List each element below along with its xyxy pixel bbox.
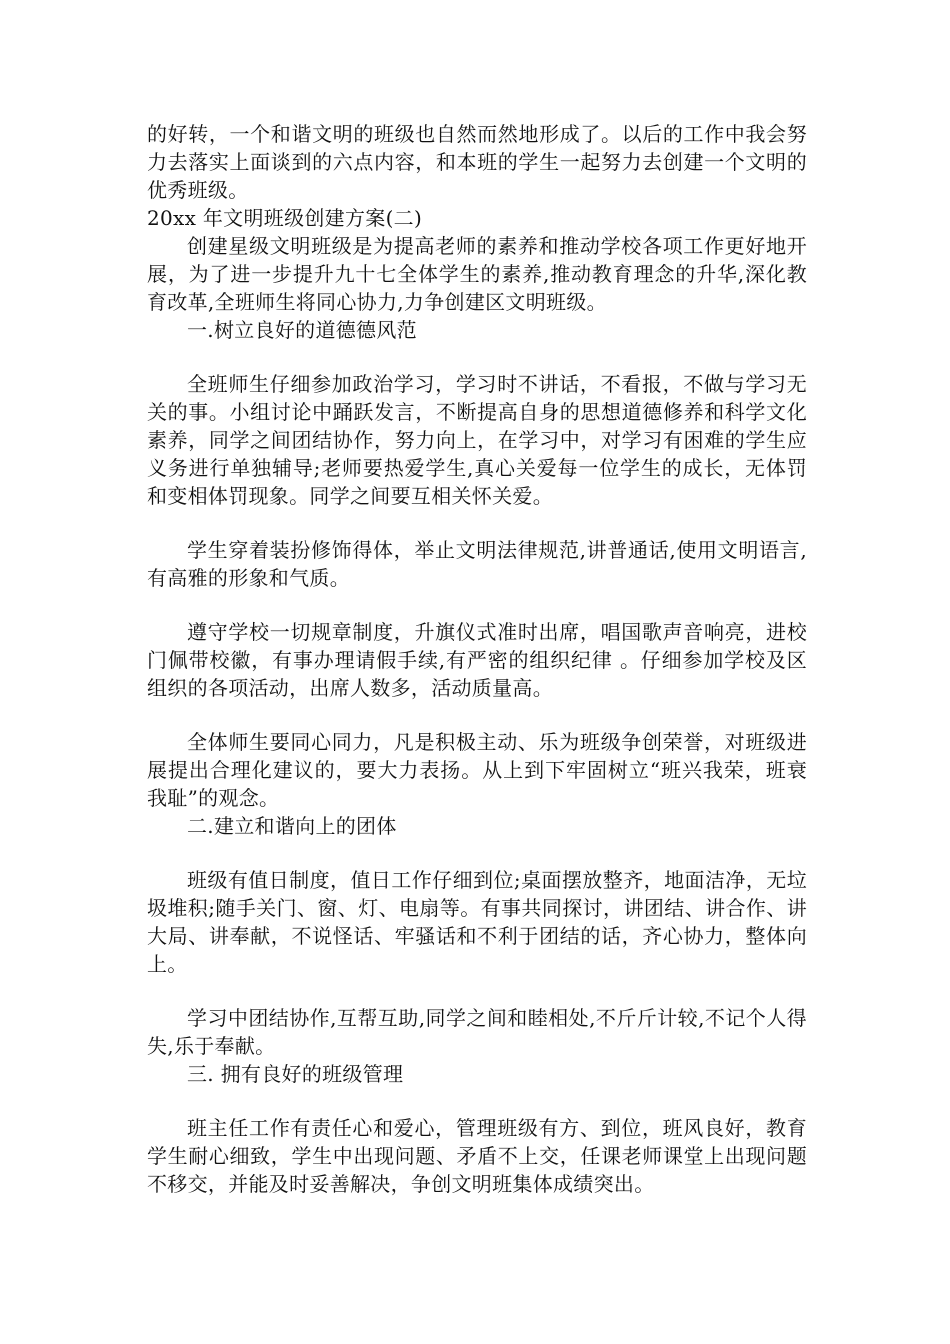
- heading-1: 一.树立良好的道德德风范: [187, 318, 417, 342]
- paragraph-3-1: 班主任工作有责任心和爱心，管理班级有方、到位，班风良好，教育学生耐心细致，学生中出现问题、矛盾不上交，任课老师课堂上出现问题不移交，并能及时妥善解决，争创文明班集体成绩突出。: [147, 1116, 807, 1196]
- paragraph-1-1: 全班师生仔细参加政治学习，学习时不讲话，不看报，不做与学习无关的事。小组讨论中踊跃发言，不断提高自身的思想道德修养和科学文化素养，同学之间团结协作，努力向上，在学习中，对学习有困难的学生应义务进行单独辅导;老师要热爱学生,真心关爱每一位学生的成长，无体罚和变相体罚现象。同学之间要互相关怀关爱。: [147, 372, 807, 508]
- intro-paragraph: 的好转，一个和谐文明的班级也自然而然地形成了。以后的工作中我会努力去落实上面谈到的六点内容，和本班的学生一起努力去创建一个文明的优秀班级。: [147, 122, 807, 202]
- heading-3: 三. 拥有良好的班级管理: [187, 1062, 404, 1086]
- paragraph-2-1: 班级有值日制度，值日工作仔细到位;桌面摆放整齐，地面洁净，无垃圾堆积;随手关门、窗、灯、电扇等。有事共同探讨，讲团结、讲合作、讲大局、讲奉献，不说怪话、牢骚话和不利于团结的话，齐心协力，整体向上。: [147, 868, 807, 976]
- paragraph-1-2: 学生穿着装扮修饰得体，举止文明法律规范,讲普通话,使用文明语言,有高雅的形象和气质。: [147, 538, 807, 590]
- paragraph-2-2: 学习中团结协作,互帮互助,同学之间和睦相处,不斤斤计较,不记个人得失,乐于奉献。: [147, 1006, 807, 1058]
- document-body: [147, 120, 807, 1198]
- paragraph-1-4: 全体师生要同心同力，凡是积极主动、乐为班级争创荣誉，对班级进展提出合理化建议的，要大力表扬。从上到下牢固树立“班兴我荣，班衰我耻”的观念。: [147, 730, 807, 810]
- section-title: 20xx 年文明班级创建方案(二): [147, 206, 423, 230]
- heading-2: 二.建立和谐向上的团体: [187, 814, 397, 838]
- lead-paragraph: 创建星级文明班级是为提高老师的素养和推动学校各项工作更好地开展，为了进一步提升九十七全体学生的素养,推动教育理念的升华,深化教育改革,全班师生将同心协力,力争创建区文明班级。: [147, 234, 807, 314]
- paragraph-1-3: 遵守学校一切规章制度，升旗仪式准时出席，唱国歌声音响亮，进校门佩带校徽，有事办理请假手续,有严密的组织纪律 。仔细参加学校及区组织的各项活动，出席人数多，活动质量高。: [147, 620, 807, 700]
